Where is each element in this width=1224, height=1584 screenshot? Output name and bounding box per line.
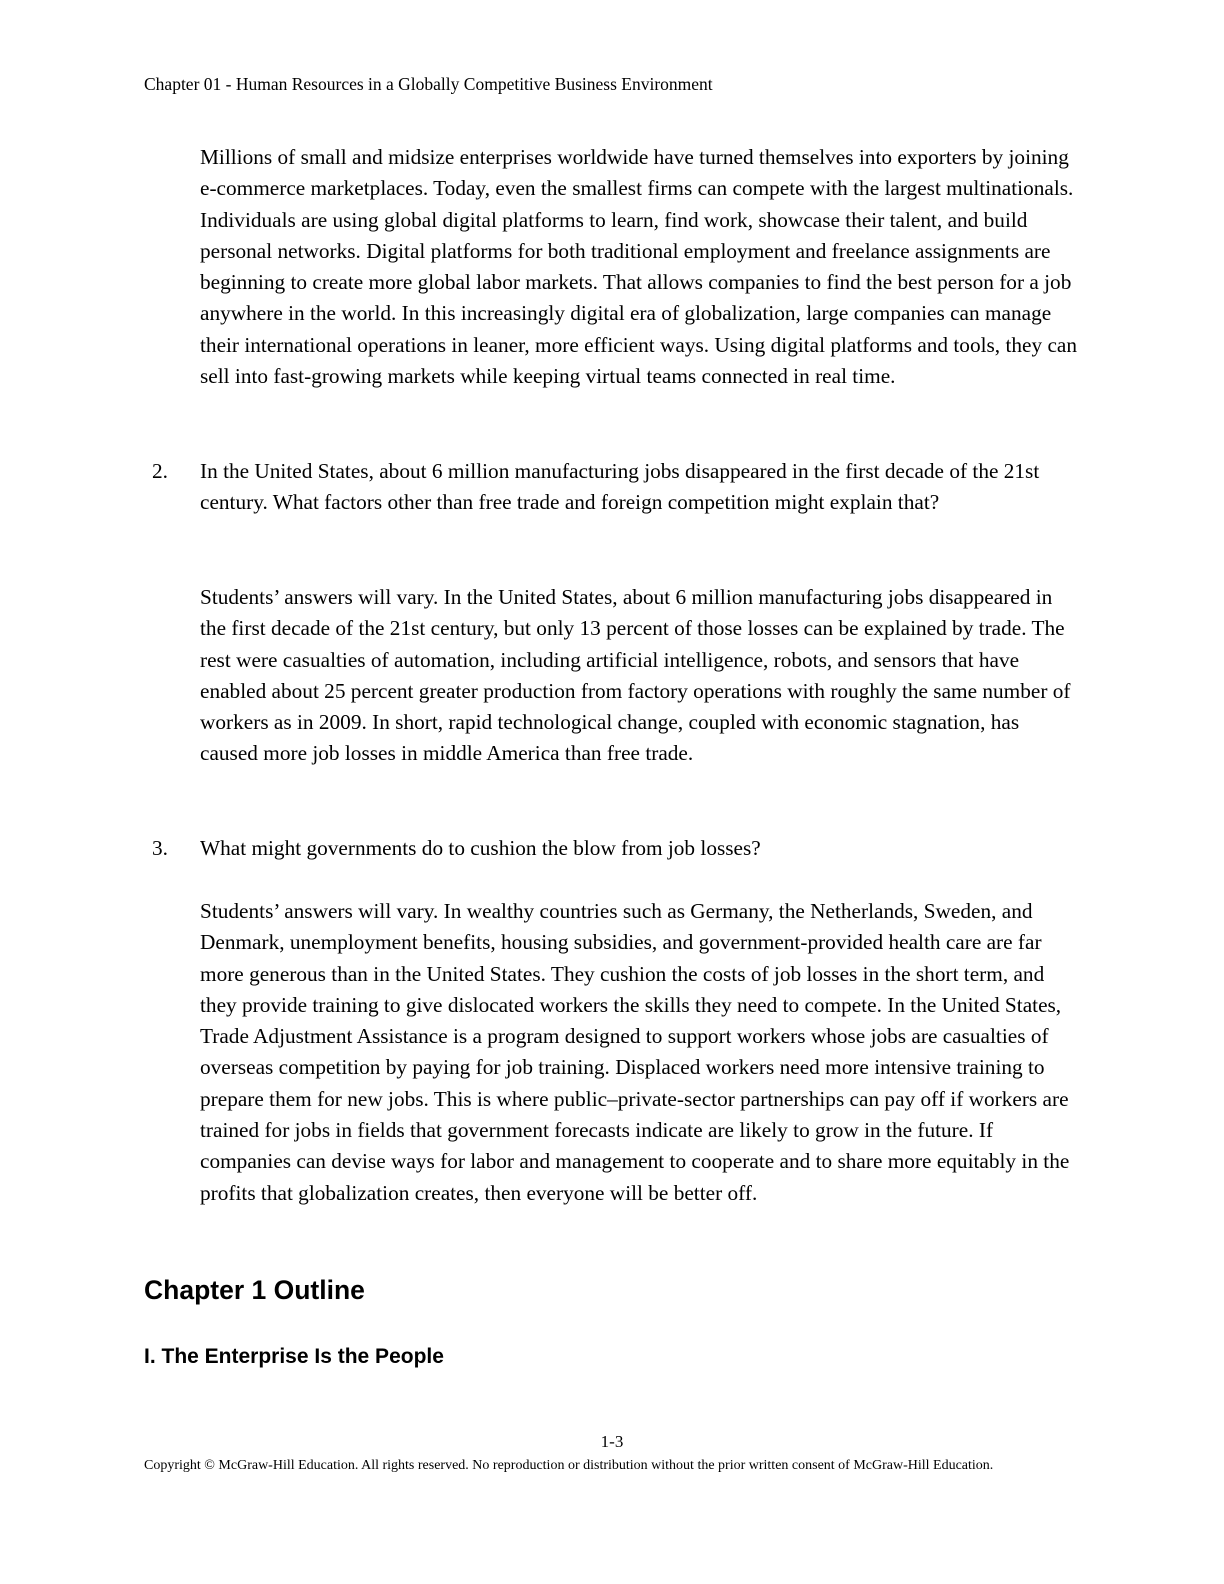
answer-3: Students’ answers will vary. In wealthy countries such as Germany, the Netherlands, Sweden, and Denmark, unemployment benefits, housing subsidies, and government-provided health care are far more generous than in the United States. They cushion the costs of job losses in the short term, and they provide training to give dislocated workers the skills they need to compete. In the United States, Trade Adjustment Assistance is a program designed to support workers whose jobs are casualties of overseas competition by paying for job training. Displaced workers need more intensive training to prepare them for new jobs. This is where public–private-sector partnerships can pay off if workers are trained for jobs in fields that government forecasts indicate are likely to grow in the future. If companies can devise ways for labor and management to cooperate and to share more equitably in the profits that globalization creates, then everyone will be better off. <box>200 899 1070 1205</box>
intro-paragraph: Millions of small and midsize enterprises worldwide have turned themselves into exporters by joining e-commerce marketplaces. Today, even the smallest firms can compete with the largest multinationals. Individuals are using global digital platforms to learn, find work, showcase their talent, and build personal networks. Digital platforms for both traditional employment and freelance assignments are beginning to create more global labor markets. That allows companies to find the best person for a job anywhere in the world. In this increasingly digital era of globalization, large companies can manage their international operations in leaner, more efficient ways. Using digital platforms and tools, they can sell into fast-growing markets while keeping virtual teams connected in real time. <box>200 145 1077 389</box>
section-heading: I. The Enterprise Is the People <box>144 1345 444 1368</box>
page-number: 1-3 <box>600 1432 624 1451</box>
question-text: What might governments do to cushion the blow from job losses? <box>200 836 761 860</box>
answer-2: Students’ answers will vary. In the United States, about 6 million manufacturing jobs disappeared in the first decade of the 21st century, but only 13 percent of those losses can be explained by trade. The rest were casualties of automation, including artificial intelligence, robots, and sensors that have enabled about 25 percent greater production from factory operations with roughly the same number of workers as in 2009. In short, rapid technological change, coupled with economic stagnation, has caused more job losses in middle America than free trade. <box>200 585 1071 766</box>
question-text: In the United States, about 6 million manufacturing jobs disappeared in the first decade of the 21st century. What factors other than free trade and foreign competition might explain that? <box>200 459 1040 515</box>
question-number: 3. <box>152 836 168 860</box>
running-header: Chapter 01 - Human Resources in a Globally Competitive Business Environment <box>144 74 713 94</box>
question-number: 2. <box>152 459 168 483</box>
outline-heading: Chapter 1 Outline <box>144 1275 365 1305</box>
copyright-footer: Copyright © McGraw-Hill Education. All rights reserved. No reproduction or distribution without the prior written consent of McGraw-Hill Education. <box>144 1458 994 1473</box>
